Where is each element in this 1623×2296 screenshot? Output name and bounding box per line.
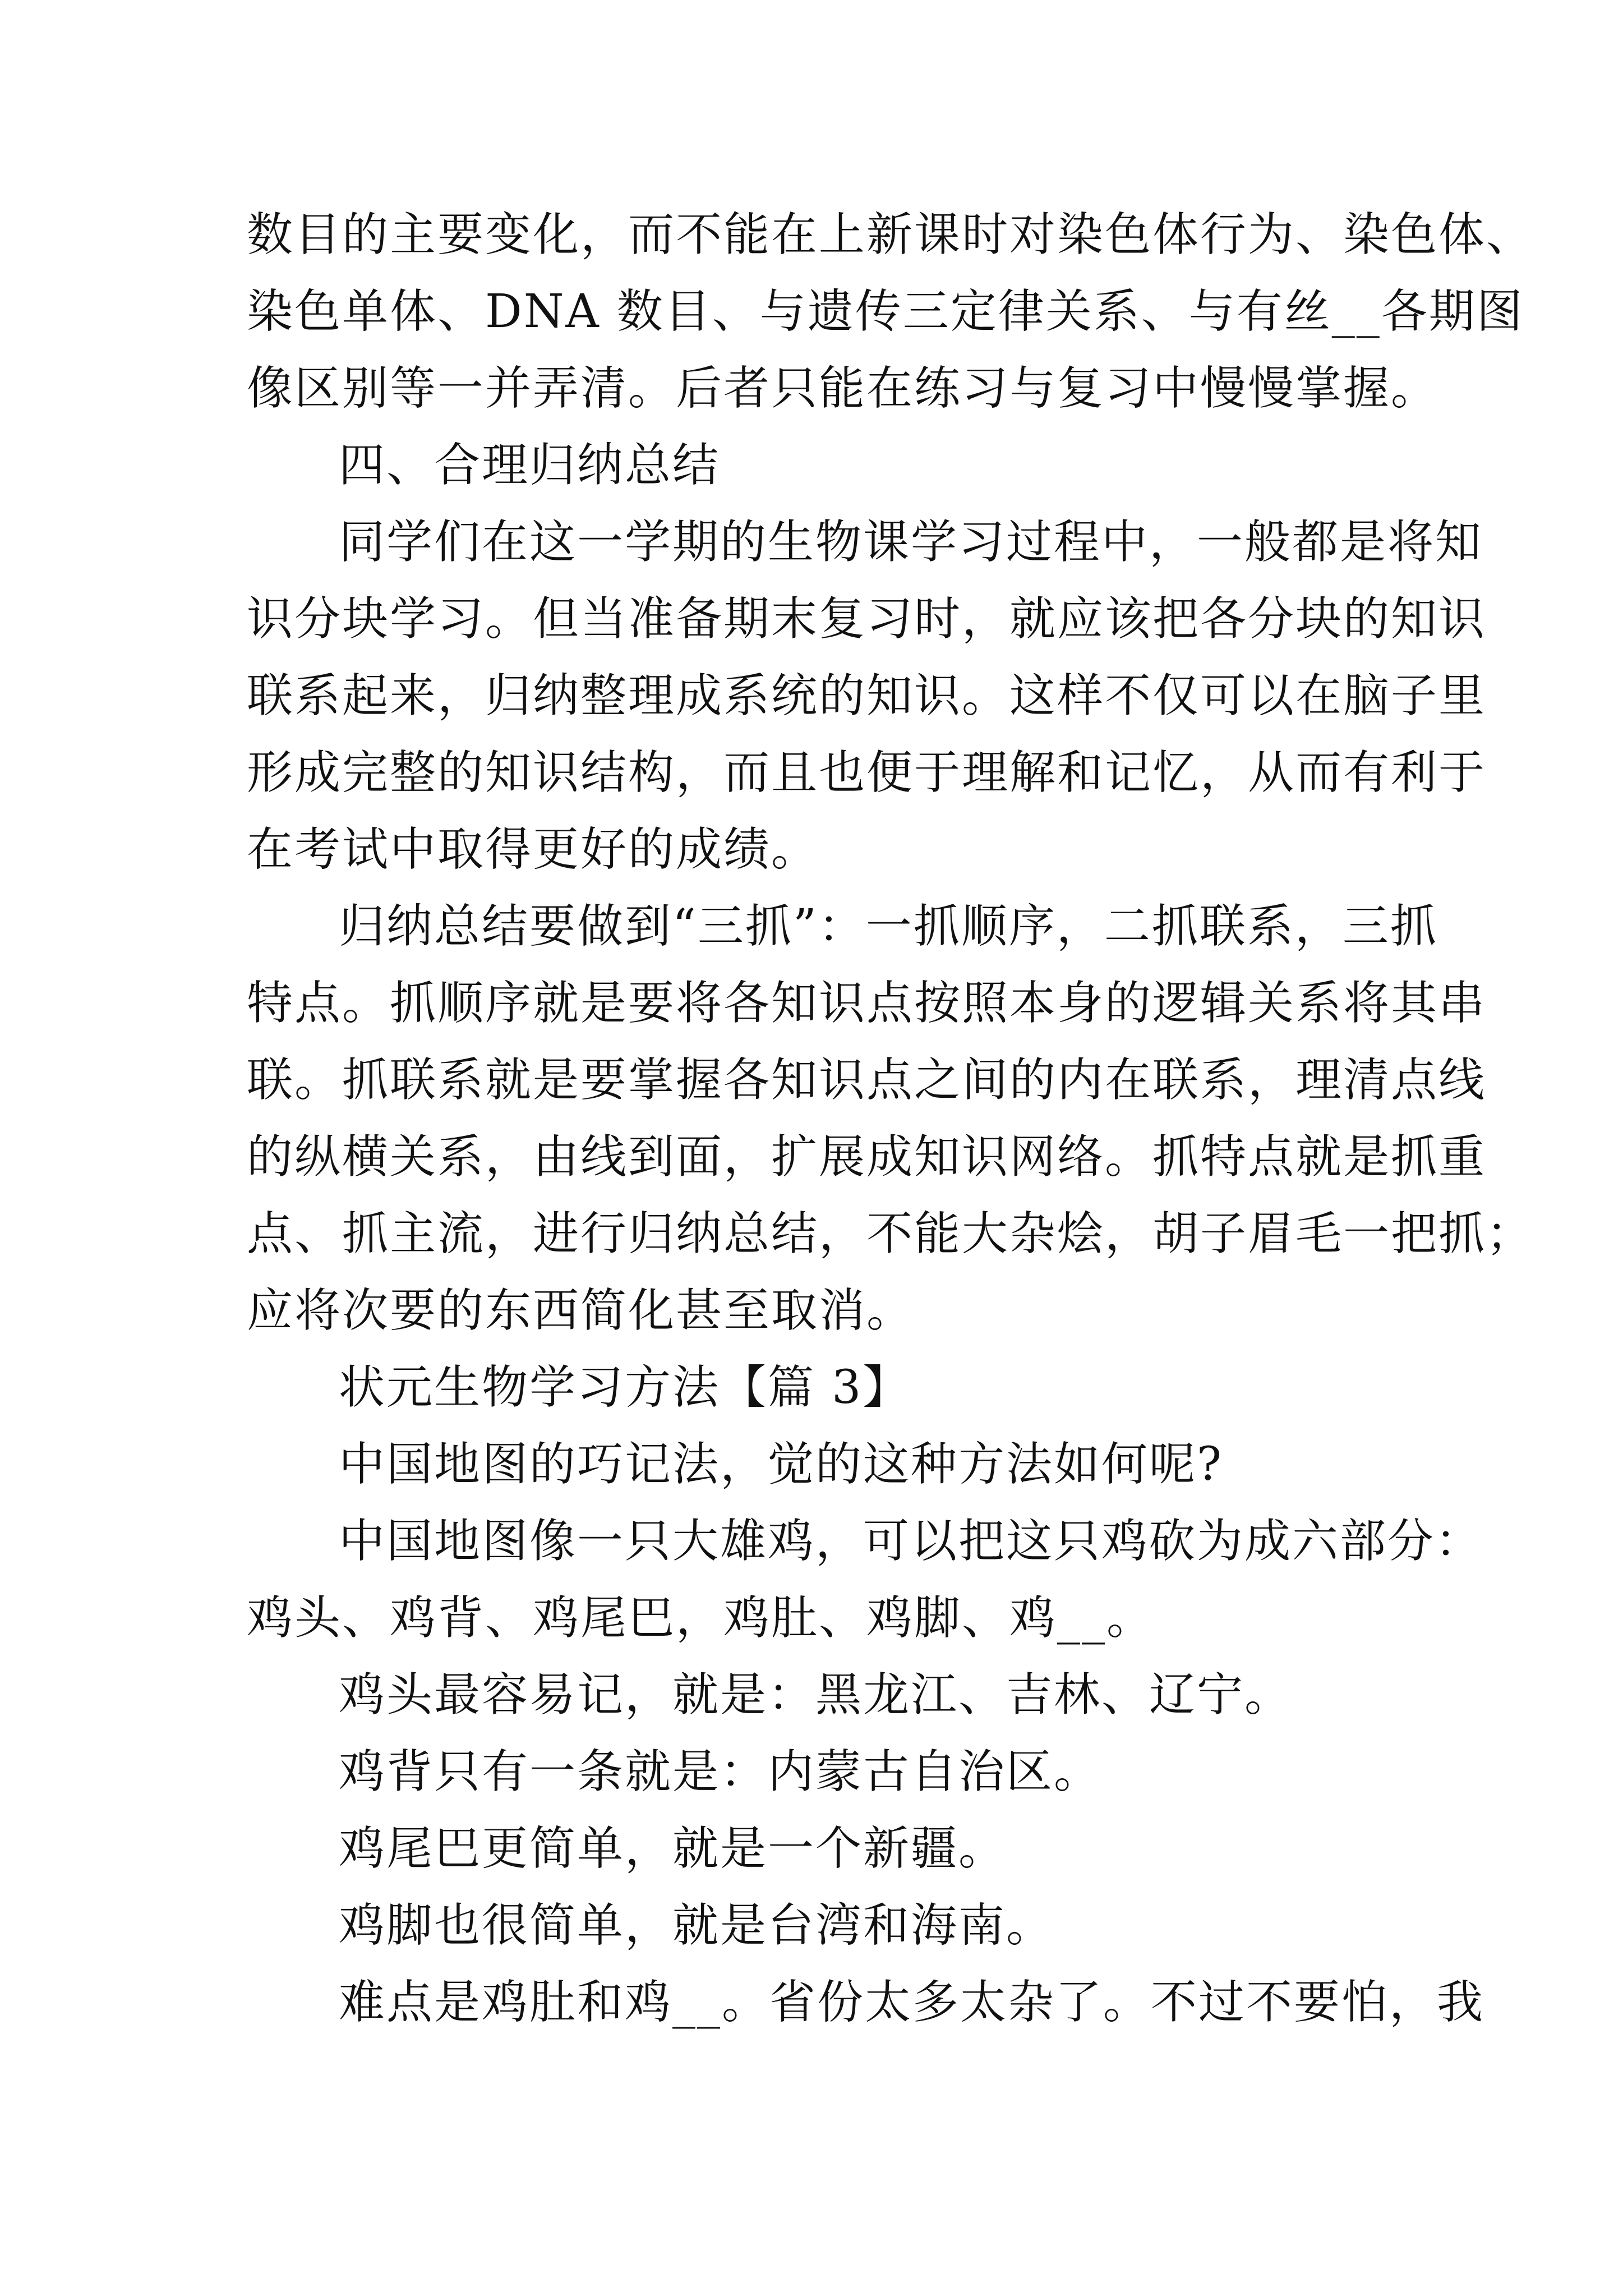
text-line: 鸡头、鸡背、鸡尾巴，鸡肚、鸡脚、鸡__。: [247, 1591, 1155, 1645]
paragraph-first-line: 鸡头最容易记，就是：黑龙江、吉林、辽宁。: [339, 1668, 1293, 1722]
text-line: 像区别等一并弄清。后者只能在练习与复习中慢慢掌握。: [247, 362, 1439, 415]
section-heading: 状元生物学习方法【篇 3】: [339, 1361, 911, 1414]
paragraph-first-line: 鸡脚也很简单，就是台湾和海南。: [339, 1899, 1054, 1952]
text-line: 联系起来，归纳整理成系统的知识。这样不仅可以在脑子里: [247, 669, 1487, 723]
text-line: 特点。抓顺序就是要将各知识点按照本身的逻辑关系将其串: [247, 977, 1487, 1030]
paragraph-first-line: 中国地图的巧记法，觉的这种方法如何呢?: [339, 1438, 1223, 1491]
paragraph-first-line: 鸡背只有一条就是：内蒙古自治区。: [339, 1745, 1102, 1798]
text-line: 点、抓主流，进行归纳总结，不能大杂烩，胡子眉毛一把抓；: [247, 1207, 1534, 1260]
paragraph-first-line: 难点是鸡肚和鸡__。省份太多太杂了。不过不要怕，我: [339, 1976, 1485, 2029]
paragraph-first-line: 鸡尾巴更简单，就是一个新疆。: [339, 1822, 1007, 1875]
text-line: 染色单体、DNA 数目、与遗传三定律关系、与有丝__各期图: [247, 285, 1524, 338]
paragraph-first-line: 同学们在这一学期的生物课学习过程中，一般都是将知: [339, 516, 1483, 569]
section-heading: 四、合理归纳总结: [339, 439, 721, 492]
paragraph-first-line: 中国地图像一只大雄鸡，可以把这只鸡砍为成六部分：: [339, 1515, 1483, 1568]
text-line: 应将次要的东西简化甚至取消。: [247, 1284, 915, 1337]
text-line: 的纵横关系，由线到面，扩展成知识网络。抓特点就是抓重: [247, 1130, 1487, 1184]
text-line: 在考试中取得更好的成绩。: [247, 823, 819, 876]
paragraph-first-line: 归纳总结要做到“三抓”：一抓顺序，二抓联系，三抓: [339, 900, 1438, 953]
text-line: 形成完整的知识结构，而且也便于理解和记忆，从而有利于: [247, 746, 1487, 799]
document-body: [247, 196, 1534, 2041]
text-line: 联。抓联系就是要掌握各知识点之间的内在联系，理清点线: [247, 1053, 1487, 1107]
text-line: 识分块学习。但当准备期末复习时，就应该把各分块的知识: [247, 592, 1487, 646]
text-line: 数目的主要变化，而不能在上新课时对染色体行为、染色体、: [247, 208, 1534, 261]
